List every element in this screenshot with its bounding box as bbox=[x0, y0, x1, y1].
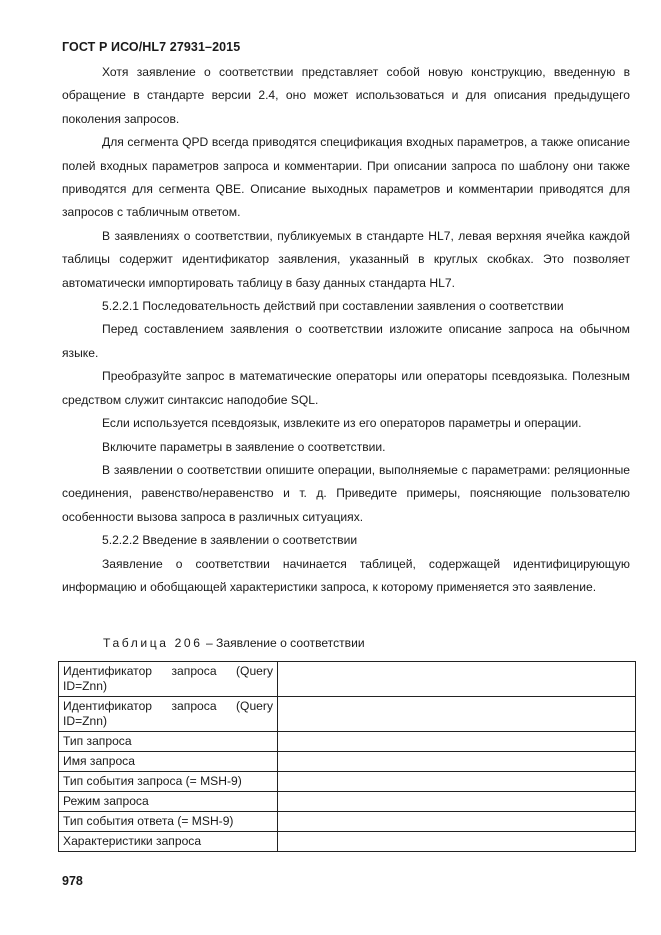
page-number: 978 bbox=[62, 874, 83, 888]
paragraph: Хотя заявление о соответствии представляет собой новую конструкцию, введенную в обращение в стандарте версии 2.4, оно может использоваться и для описания предыдущего поколения запросов. bbox=[62, 65, 630, 126]
table-row bbox=[59, 732, 636, 752]
table-row bbox=[59, 792, 636, 812]
table-caption bbox=[103, 636, 365, 650]
table-cell-key: Идентификатор запроса (Query ID=Znn) bbox=[59, 662, 278, 697]
table-cell-value bbox=[278, 752, 636, 772]
table-cell-key: Тип события запроса (= MSH-9) bbox=[59, 772, 278, 792]
table-caption-dash: – bbox=[205, 636, 213, 650]
table-row bbox=[59, 832, 636, 852]
table-cell-key: Имя запроса bbox=[59, 752, 278, 772]
paragraph: В заявлениях о соответствии, публикуемых в стандарте HL7, левая верхняя ячейка каждой таблицы содержит идентификатор заявления, указанный в круглых скобках. Это позволяет автоматически импортировать таблицу в базу данных стандарта HL7. bbox=[62, 228, 630, 290]
table-cell-key: Тип события ответа (= MSH-9) bbox=[59, 812, 278, 832]
table-row bbox=[59, 697, 636, 732]
table-cell-key: Тип запроса bbox=[59, 732, 278, 752]
table-cell-value bbox=[278, 697, 636, 732]
paragraph: Включите параметры в заявление о соответствии. bbox=[102, 439, 386, 454]
table-row bbox=[59, 662, 636, 697]
table-row bbox=[59, 752, 636, 772]
table-cell-value bbox=[278, 832, 636, 852]
table-caption-title: Заявление о соответствии bbox=[216, 636, 365, 650]
table-row bbox=[59, 772, 636, 792]
table-cell-value bbox=[278, 812, 636, 832]
conformance-statement-table bbox=[58, 661, 636, 852]
table-cell-key: Идентификатор запроса (Query ID=Znn) bbox=[59, 697, 278, 732]
table-cell-value bbox=[278, 662, 636, 697]
table-cell-value bbox=[278, 732, 636, 752]
section-heading-5-2-2-2: 5.2.2.2 Введение в заявлении о соответствии bbox=[102, 533, 358, 548]
table-cell-key: Режим запроса bbox=[59, 792, 278, 812]
paragraph: Если используется псевдоязык, извлеките из его операторов параметры и операции. bbox=[102, 416, 582, 431]
table-cell-value bbox=[278, 772, 636, 792]
table-cell-value bbox=[278, 792, 636, 812]
paragraph: Перед составлением заявления о соответствии изложите описание запроса на обычном языке. bbox=[62, 322, 630, 360]
paragraph: Заявление о соответствии начинается таблицей, содержащей идентифицирующую информацию и обобщающей характеристики запроса, к которому применяется это заявление. bbox=[62, 556, 630, 594]
document-body bbox=[62, 61, 630, 599]
paragraph: Для сегмента QPD всегда приводятся спецификация входных параметров, а также описание полей входных параметров запроса и комментарии. При описании запроса по шаблону они также приводятся для сегмента QBE. Описание выходных параметров и комментарии приводятся для запросов с табличным ответом. bbox=[62, 135, 630, 220]
paragraph: В заявлении о соответствии опишите операции, выполняемые с параметрами: реляционные соединения, равенство/неравенство и т. д. Приведите примеры, поясняющие пользователю особенности вызова запроса в различных ситуациях. bbox=[62, 462, 630, 524]
table-row bbox=[59, 812, 636, 832]
paragraph: Преобразуйте запрос в математические операторы или операторы псевдоязыка. Полезным средством служит синтаксис наподобие SQL. bbox=[62, 369, 630, 407]
section-heading-5-2-2-1: 5.2.2.1 Последовательность действий при составлении заявления о соответствии bbox=[102, 299, 564, 314]
table-caption-label: Таблица 206 bbox=[103, 636, 203, 650]
table-cell-key: Характеристики запроса bbox=[59, 832, 278, 852]
document-header: ГОСТ Р ИСО/HL7 27931–2015 bbox=[62, 40, 241, 54]
